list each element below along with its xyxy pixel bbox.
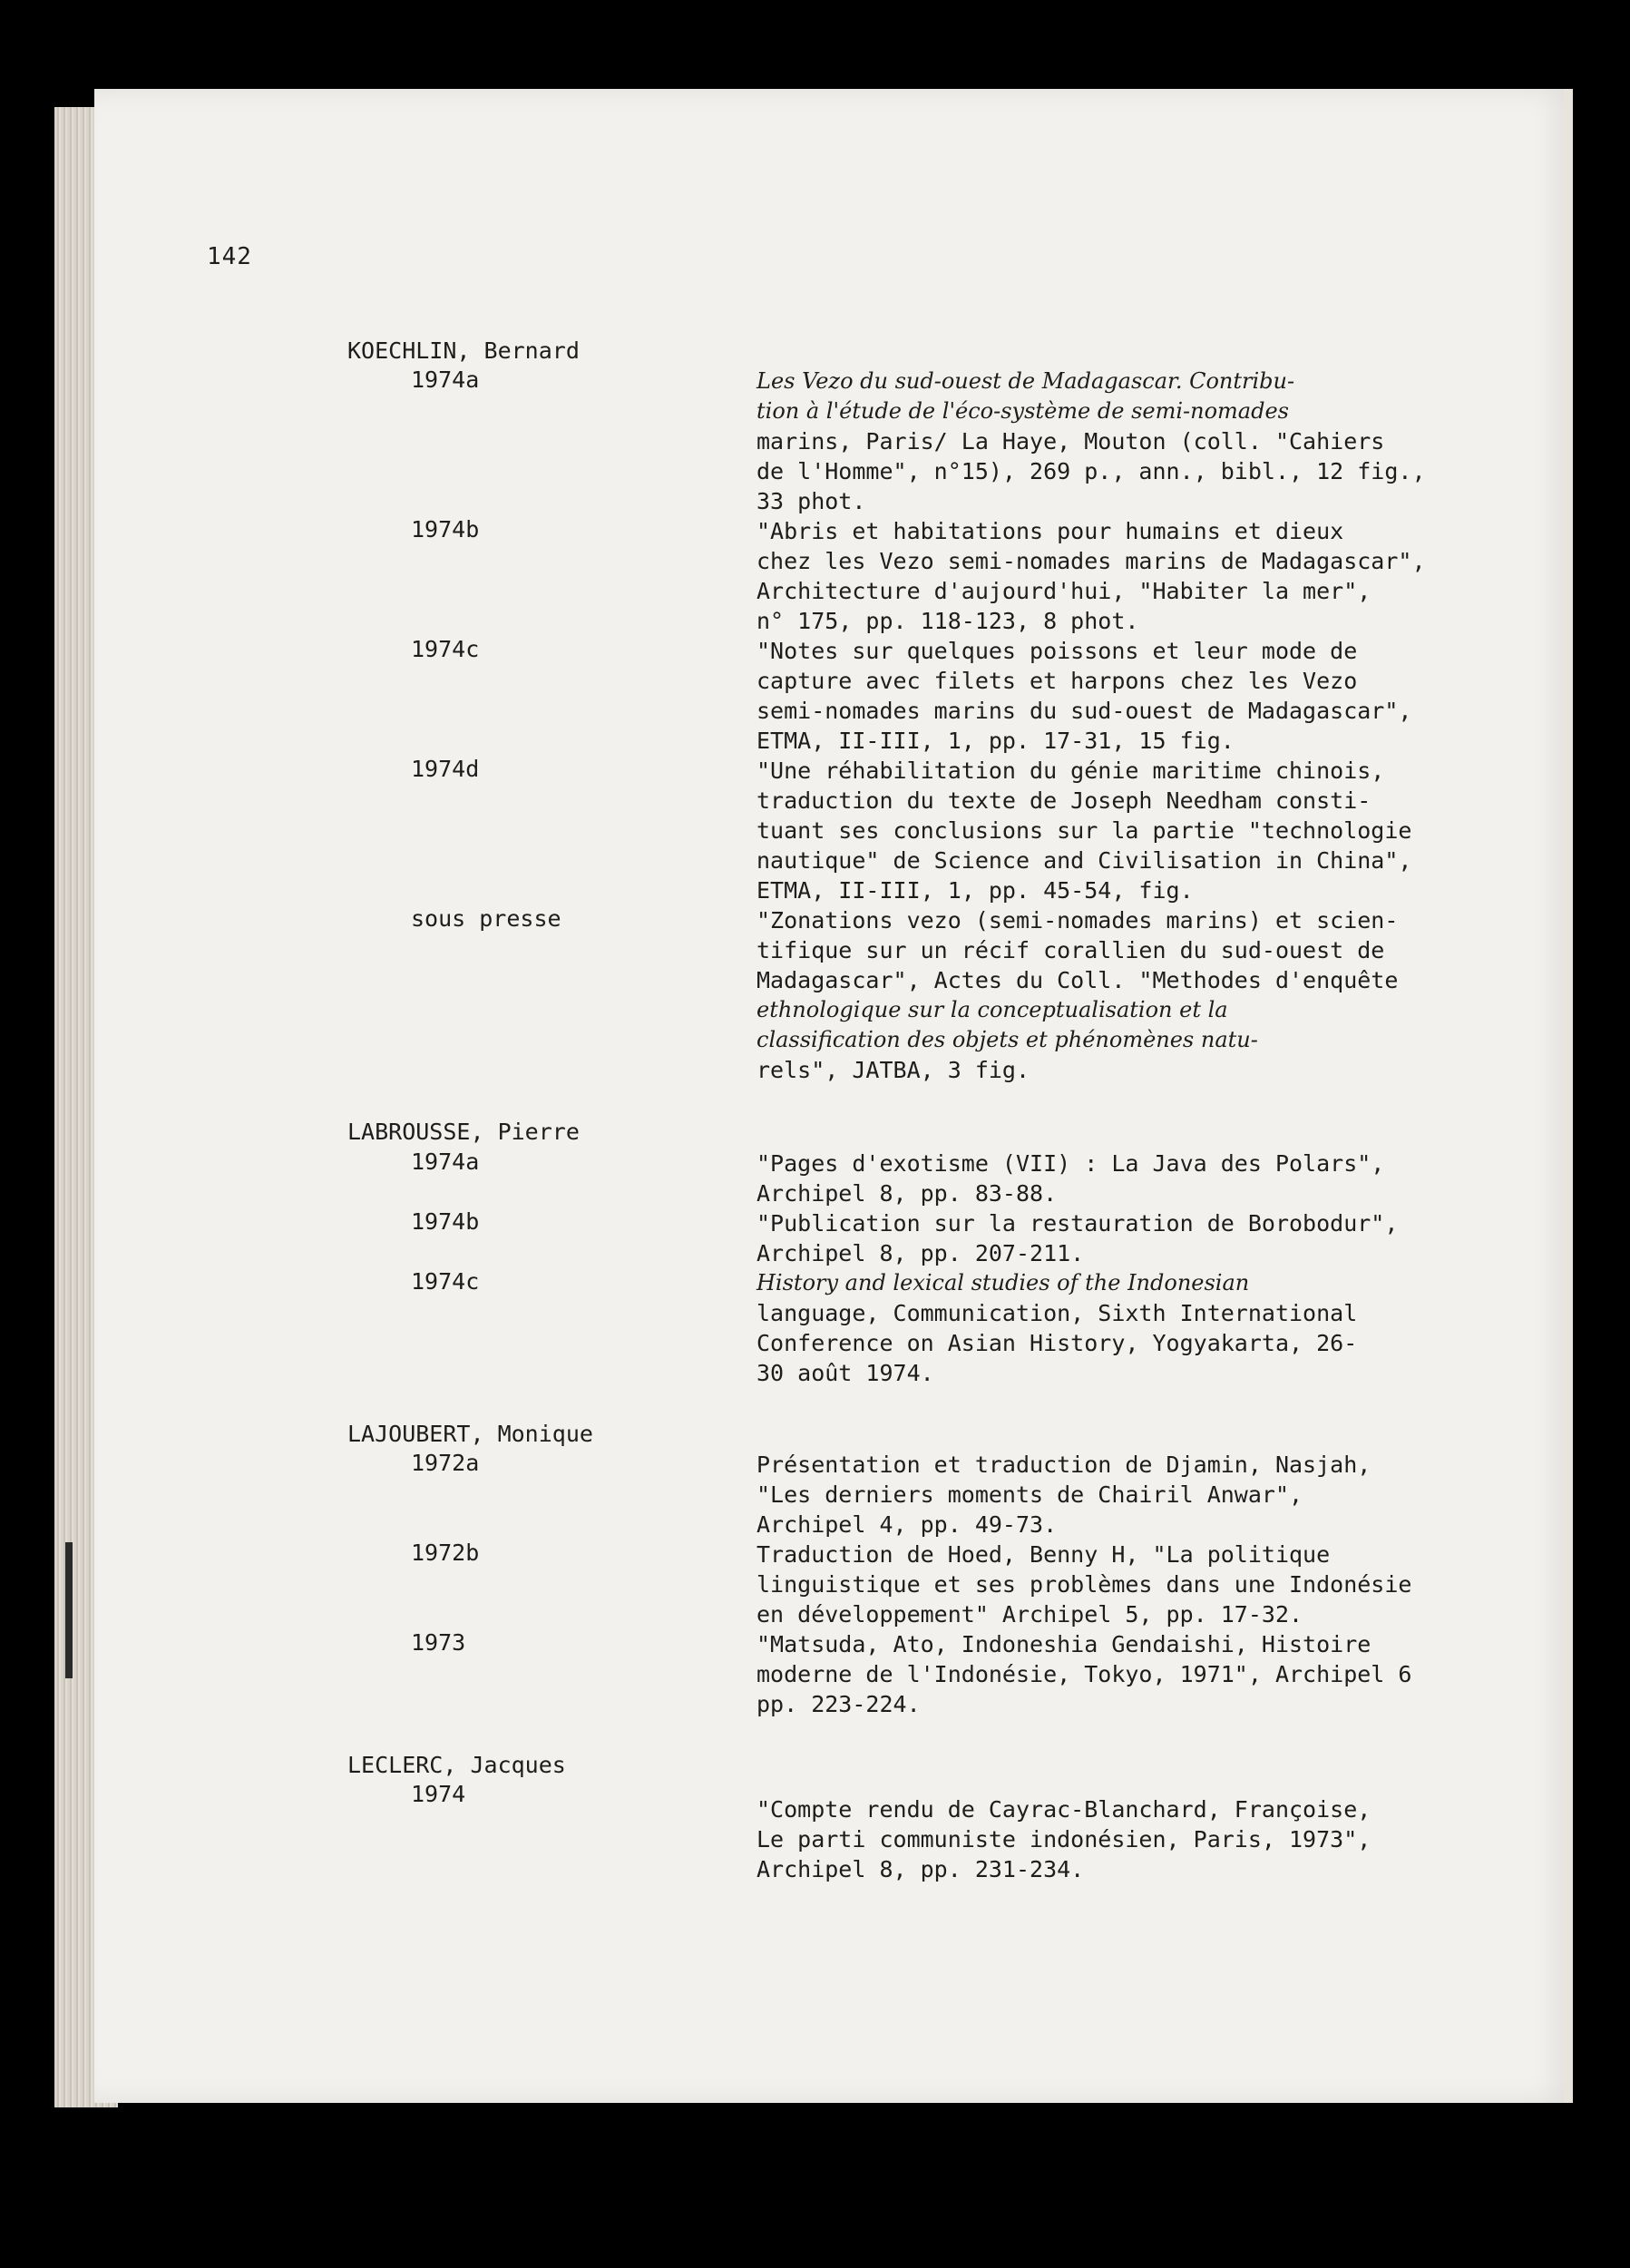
entry-line: pp. 223-224.	[756, 1691, 921, 1717]
entry-text	[756, 1629, 1482, 1719]
entry-line: en développement" Archipel 5, pp. 17-32.	[756, 1601, 1303, 1628]
entry-line: chez les Vezo semi-nomades marins de Madagascar",	[756, 548, 1426, 574]
entry-text	[756, 367, 1482, 516]
entry-line: capture avec filets et harpons chez les Vezo	[756, 668, 1358, 694]
entry-line: "Notes sur quelques poissons et leur mode de	[756, 638, 1358, 664]
entry-year: 1974	[411, 1781, 466, 1807]
entry-year: 1974c	[411, 636, 480, 662]
author-heading: LECLERC, Jacques	[347, 1752, 566, 1778]
entry-text	[756, 905, 1482, 1085]
entry-line: rels", JATBA, 3 fig.	[756, 1057, 1030, 1083]
entry-line: traduction du texte de Joseph Needham consti-	[756, 787, 1371, 814]
entry-line: language, Communication, Sixth International	[756, 1300, 1358, 1326]
entry-year: 1974a	[411, 1149, 480, 1175]
entry-line: linguistique et ses problèmes dans une Indonésie	[756, 1571, 1412, 1598]
entry-line: ethnologique sur la conceptualisation et la	[756, 997, 1228, 1022]
entry-line: "Les derniers moments de Chairil Anwar",	[756, 1481, 1303, 1508]
entry-line: ETMA, II-III, 1, pp. 45-54, fig.	[756, 877, 1194, 904]
entry-year: 1972b	[411, 1540, 480, 1566]
entry-line: 30 août 1974.	[756, 1360, 934, 1386]
entry-year: 1974a	[411, 367, 480, 393]
entry-line: "Pages d'exotisme (VII) : La Java des Polars",	[756, 1150, 1385, 1177]
entry-text	[756, 1149, 1482, 1208]
entry-year: 1974c	[411, 1268, 480, 1295]
entry-year: 1973	[411, 1629, 466, 1656]
entry-line: Archipel 8, pp. 231-234.	[756, 1856, 1085, 1882]
entry-line: classification des objets et phénomènes natu-	[756, 1027, 1258, 1052]
entry-line: Archipel 8, pp. 207-211.	[756, 1240, 1085, 1266]
entry-line: History and lexical studies of the Indonesian	[756, 1270, 1250, 1295]
author-heading: LABROUSSE, Pierre	[347, 1119, 580, 1145]
entry-line: tion à l'étude de l'éco-système de semi-nomades	[756, 398, 1289, 424]
entry-text	[756, 1540, 1482, 1629]
entry-text	[756, 1268, 1482, 1388]
entry-line: Conference on Asian History, Yogyakarta, 26-	[756, 1330, 1358, 1356]
entry-line: marins, Paris/ La Haye, Mouton (coll. "Cahiers	[756, 428, 1385, 455]
entry-year: 1972a	[411, 1450, 480, 1476]
entry-year: 1974d	[411, 756, 480, 782]
entry-line: "Compte rendu de Cayrac-Blanchard, Françoise,	[756, 1796, 1371, 1823]
entry-line: Traduction de Hoed, Benny H, "La politique	[756, 1541, 1331, 1568]
entry-line: "Zonations vezo (semi-nomades marins) et scien-	[756, 907, 1399, 934]
entry-line: Madagascar", Actes du Coll. "Methodes d'enquête	[756, 967, 1399, 993]
entry-text	[756, 1450, 1482, 1540]
entry-text	[756, 636, 1482, 756]
entry-year: 1974b	[411, 516, 480, 543]
entry-line: 33 phot.	[756, 488, 866, 514]
entry-line: nautique" de Science and Civilisation in China",	[756, 847, 1412, 874]
entry-line: "Une réhabilitation du génie maritime chinois,	[756, 758, 1385, 784]
entry-line: de l'Homme", n°15), 269 p., ann., bibl., 12 fig.,	[756, 458, 1426, 484]
entry-text	[756, 756, 1482, 905]
entry-line: "Abris et habitations pour humains et dieux	[756, 518, 1344, 544]
entry-year: 1974b	[411, 1208, 480, 1235]
entry-text	[756, 1794, 1482, 1884]
entry-line: "Publication sur la restauration de Borobodur",	[756, 1210, 1399, 1237]
entry-text	[756, 1208, 1482, 1268]
entry-line: "Matsuda, Ato, Indoneshia Gendaishi, Histoire	[756, 1631, 1371, 1657]
author-heading: KOECHLIN, Bernard	[347, 337, 580, 364]
entry-line: moderne de l'Indonésie, Tokyo, 1971", Archipel 6	[756, 1661, 1412, 1687]
entry-line: Architecture d'aujourd'hui, "Habiter la mer",	[756, 578, 1371, 604]
entry-line: Les Vezo du sud-ouest de Madagascar. Contribu-	[756, 368, 1295, 394]
entry-line: Le parti communiste indonésien, Paris, 1973",	[756, 1826, 1371, 1853]
page-number: 142	[207, 243, 252, 270]
entry-line: Présentation et traduction de Djamin, Nasjah,	[756, 1452, 1371, 1478]
entry-line: Archipel 4, pp. 49-73.	[756, 1511, 1058, 1538]
entry-line: tifique sur un récif corallien du sud-ouest de	[756, 937, 1385, 963]
entry-line: tuant ses conclusions sur la partie "technologie	[756, 817, 1412, 844]
entry-line: ETMA, II-III, 1, pp. 17-31, 15 fig.	[756, 728, 1235, 754]
entry-line: semi-nomades marins du sud-ouest de Madagascar",	[756, 698, 1412, 724]
author-heading: LAJOUBERT, Monique	[347, 1421, 593, 1447]
entry-line: n° 175, pp. 118-123, 8 phot.	[756, 608, 1139, 634]
entry-text	[756, 516, 1482, 636]
entry-year: sous presse	[411, 905, 561, 932]
entry-line: Archipel 8, pp. 83-88.	[756, 1180, 1058, 1207]
